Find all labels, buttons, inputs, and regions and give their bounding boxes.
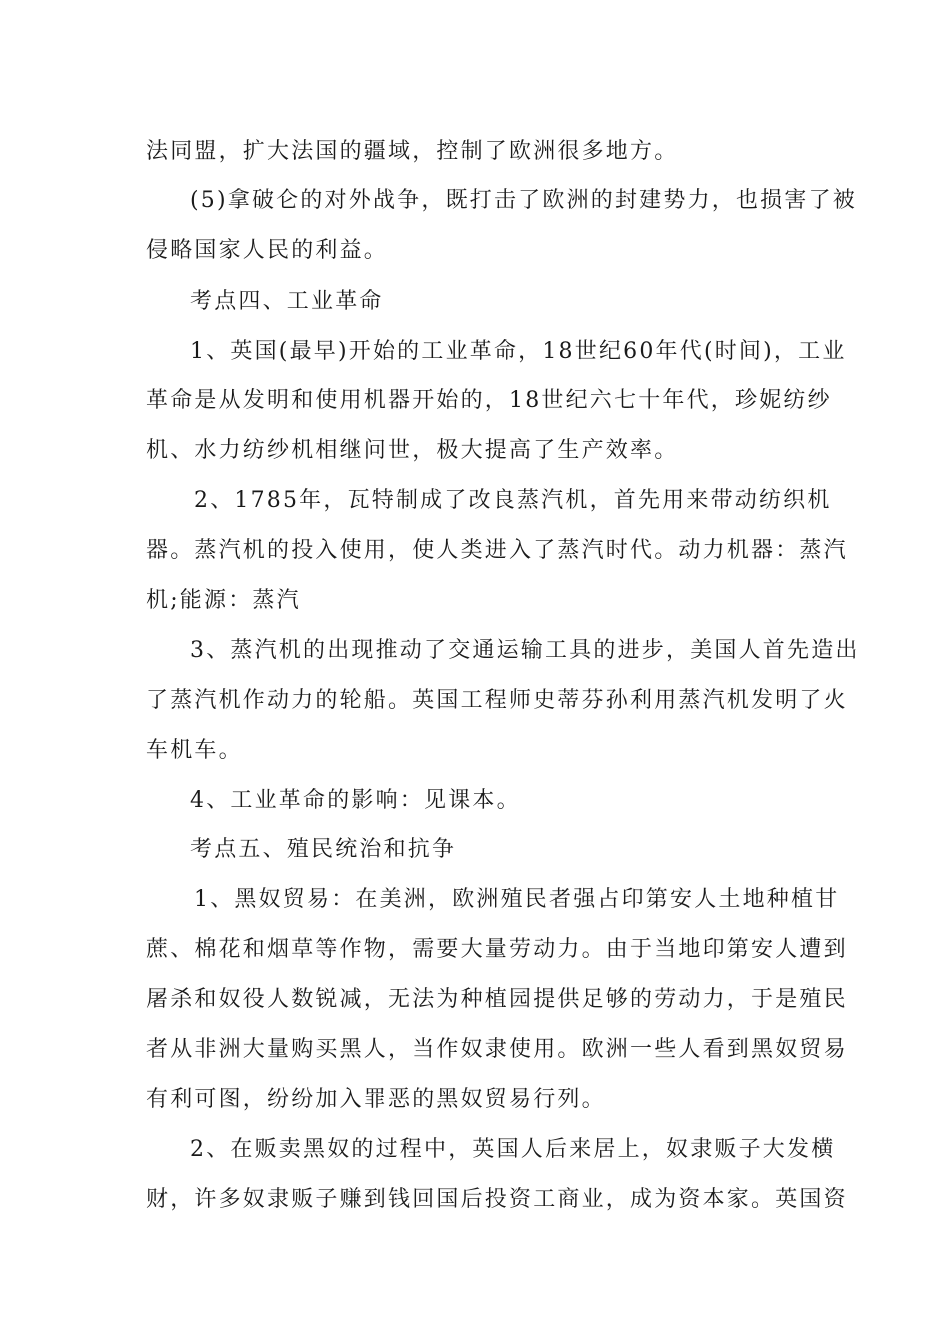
text-line: 侵略国家人民的利益。	[146, 238, 389, 263]
text-line: 车机车。	[146, 738, 243, 763]
text-line: 屠杀和奴役人数锐减，无法为种植园提供足够的劳动力，于是殖民	[146, 987, 848, 1012]
section-heading: 考点四、工业革命	[190, 289, 384, 314]
text-line: 器。蒸汽机的投入使用，使人类进入了蒸汽时代。动力机器：蒸汽	[146, 538, 848, 563]
text-line: 了蒸汽机作动力的轮船。英国工程师史蒂芬孙利用蒸汽机发明了火	[146, 688, 848, 713]
text-line: (5)拿破仑的对外战争，既打击了欧洲的封建势力，也损害了被	[190, 188, 857, 213]
text-line: 1、英国(最早)开始的工业革命，18世纪60年代(时间)，工业	[190, 339, 847, 364]
text-line: 1、黑奴贸易：在美洲，欧洲殖民者强占印第安人土地种植甘	[194, 887, 840, 912]
text-line: 者从非洲大量购买黑人，当作奴隶使用。欧洲一些人看到黑奴贸易	[146, 1037, 848, 1062]
text-line: 蔗、棉花和烟草等作物，需要大量劳动力。由于当地印第安人遭到	[146, 937, 848, 962]
text-line: 机、水力纺纱机相继问世，极大提高了生产效率。	[146, 438, 679, 463]
text-line: 4、工业革命的影响：见课本。	[190, 788, 521, 813]
section-heading: 考点五、殖民统治和抗争	[190, 837, 457, 862]
text-line: 革命是从发明和使用机器开始的，18世纪六七十年代，珍妮纺纱	[146, 388, 832, 413]
text-line: 法同盟，扩大法国的疆域，控制了欧洲很多地方。	[146, 139, 679, 164]
text-line: 2、1785年，瓦特制成了改良蒸汽机，首先用来带动纺织机	[194, 488, 832, 513]
text-line: 有利可图，纷纷加入罪恶的黑奴贸易行列。	[146, 1087, 606, 1112]
text-line: 财，许多奴隶贩子赚到钱回国后投资工商业，成为资本家。英国资	[146, 1187, 848, 1212]
text-line: 机;能源：蒸汽	[146, 588, 301, 613]
text-line: 3、蒸汽机的出现推动了交通运输工具的进步，美国人首先造出	[190, 638, 860, 663]
text-line: 2、在贩卖黑奴的过程中，英国人后来居上，奴隶贩子大发横	[190, 1137, 836, 1162]
